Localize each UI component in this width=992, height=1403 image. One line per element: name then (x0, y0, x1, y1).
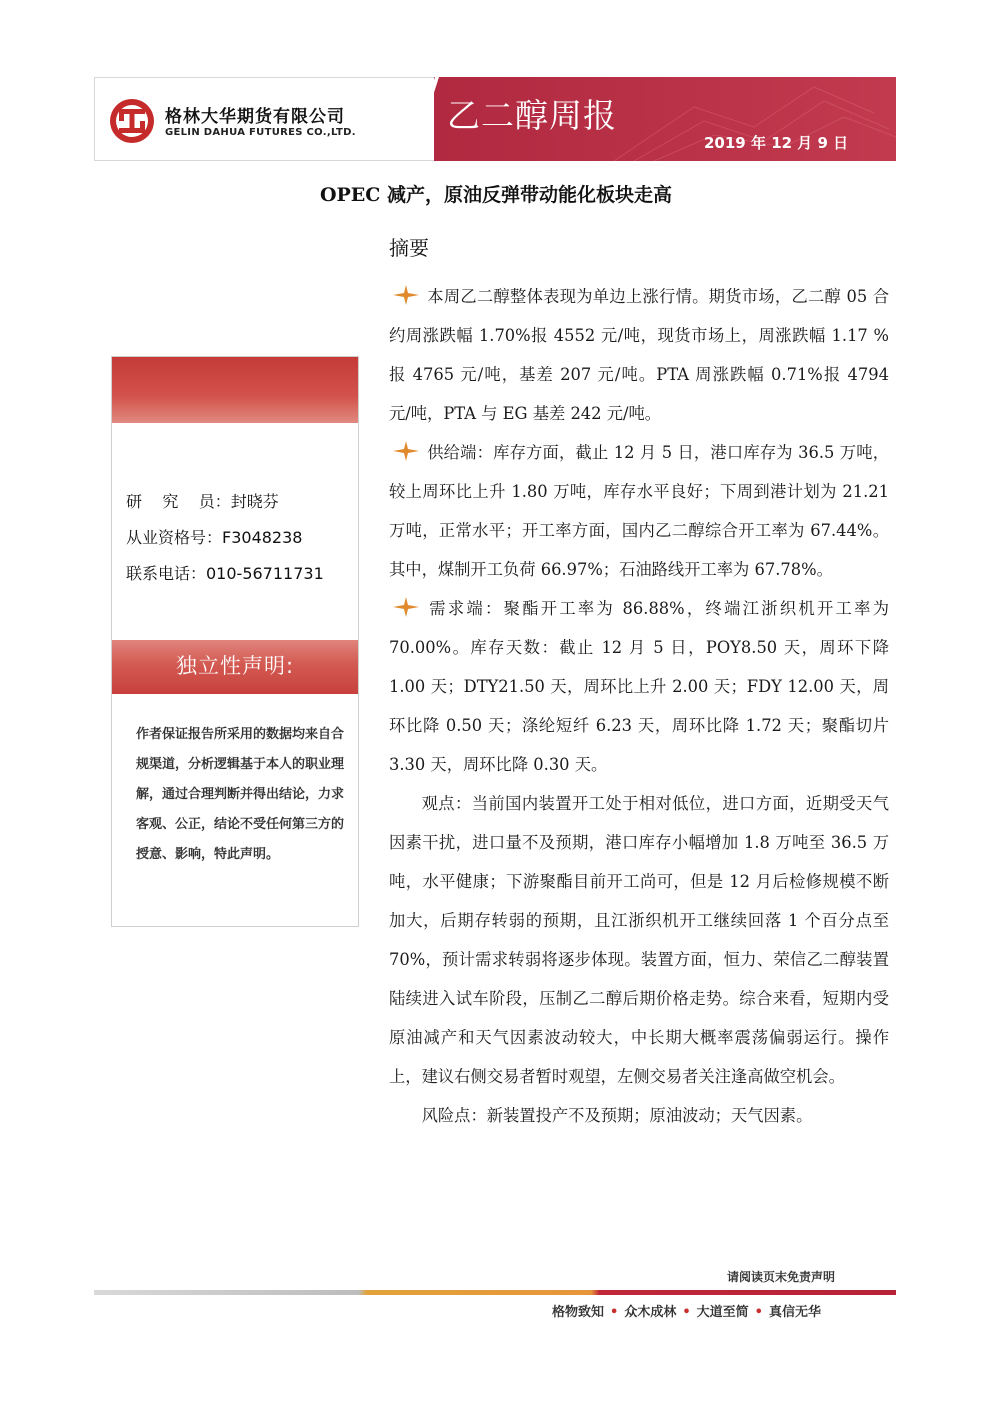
paragraph-text: 供给端：库存方面，截止 12 月 5 日，港口库存为 36.5 万吨，较上周环比上升 1.80 万吨，库存水平良好；下周到港计划为 21.21 万吨，正常水平；开工率方面，国内乙二醇综合开工率为 67.44%。其中，煤制开工负荷 66.97%；石油路线开工率为 67.78%。 (389, 443, 889, 579)
summary-content (389, 277, 889, 1135)
analyst-info (126, 484, 324, 592)
researcher-name: 研 究 员：封晓芬 (126, 492, 279, 511)
bullet-dot-icon: • (682, 1305, 691, 1320)
disclaimer-note: 请阅读页末免责声明 (727, 1270, 836, 1284)
article-title: OPEC 减产，原油反弹带动能化板块走高 (319, 184, 673, 206)
report-date: 2019 年 12 月 9 日 (704, 134, 849, 152)
slogan-item: 大道至简 (696, 1305, 749, 1320)
summary-paragraph: 风险点：新装置投产不及预期；原油波动；天气因素。 (421, 1106, 813, 1125)
slogan-item: 格物致知 (552, 1305, 605, 1320)
contact-phone: 联系电话：010-56711731 (126, 564, 324, 583)
report-title: 乙二醇周报 (447, 96, 617, 135)
report-header (94, 77, 896, 161)
star-bullet-icon (393, 285, 419, 305)
bullet-dot-icon: • (610, 1305, 619, 1320)
footer-slogan (552, 1301, 821, 1320)
company-name-cn: 格林大华期货有限公司 (165, 107, 345, 127)
declaration-text: 作者保证报告所采用的数据均来自合规渠道，分析逻辑基于本人的职业理解，通过合理判断并得出结论，力求客观、公正，结论不受任何第三方的授意、影响，特此声明。 (136, 727, 345, 862)
license-number: 从业资格号：F3048238 (126, 528, 303, 547)
bullet-dot-icon: • (754, 1305, 763, 1320)
footer-divider (94, 1290, 896, 1295)
slogan-item: 真信无华 (768, 1305, 821, 1320)
sidebar-red-header (112, 357, 358, 423)
logo-panel (94, 77, 434, 161)
company-logo-icon (107, 96, 157, 146)
summary-paragraph: 观点：当前国内装置开工处于相对低位，进口方面，近期受天气因素干扰，进口量不及预期，港口库存小幅增加 1.8 万吨至 36.5 万吨，水平健康；下游聚酯目前开工尚可，但是 12 月后检修规模不断加大，后期存转弱的预期，且江浙织机开工继续回落 1 个百分点至 70%，预计需求转弱将逐步体现。装置方面，恒力、荣信乙二醇装置陆续进入试车阶段，压制乙二醇后期价格走势。综合来看，短期内受原油减产和天气因素波动较大，中长期大概率震荡偏弱运行。操作上，建议右侧交易者暂时观望，左侧交易者关注逢高做空机会。 (389, 794, 889, 1086)
declaration-title: 独立性声明: (175, 654, 295, 678)
paragraph-text: 本周乙二醇整体表现为单边上涨行情。期货市场，乙二醇 05 合约周涨跌幅 1.70%报 4552 元/吨，现货市场上，周涨跌幅 1.17 %报 4765 元/吨，基差 207 元/吨。PTA 周涨跌幅 0.71%报 4794 元/吨，PTA 与 EG 基差 242 元/吨。 (389, 287, 889, 423)
company-name-en: GELIN DAHUA FUTURES CO.,LTD. (165, 127, 356, 138)
summary-paragraph (389, 277, 889, 433)
summary-paragraph (389, 589, 889, 784)
star-bullet-icon (393, 597, 419, 617)
star-bullet-icon (393, 441, 419, 461)
paragraph-text: 需求端：聚酯开工率为 86.88%，终端江浙织机开工率为 70.00%。库存天数：截止 12 月 5 日，POY8.50 天，周环下降 1.00 天；DTY21.50 天，周环比上升 2.00 天；FDY 12.00 天，周环比降 0.50 天；涤纶短纤 6.23 天，周环比降 1.72 天；聚酯切片 3.30 天，周环比降 0.30 天。 (389, 599, 889, 774)
analyst-sidebar (111, 356, 359, 927)
summary-paragraph (389, 433, 889, 589)
slogan-item: 众木成林 (624, 1305, 677, 1320)
summary-heading: 摘要 (389, 236, 429, 260)
